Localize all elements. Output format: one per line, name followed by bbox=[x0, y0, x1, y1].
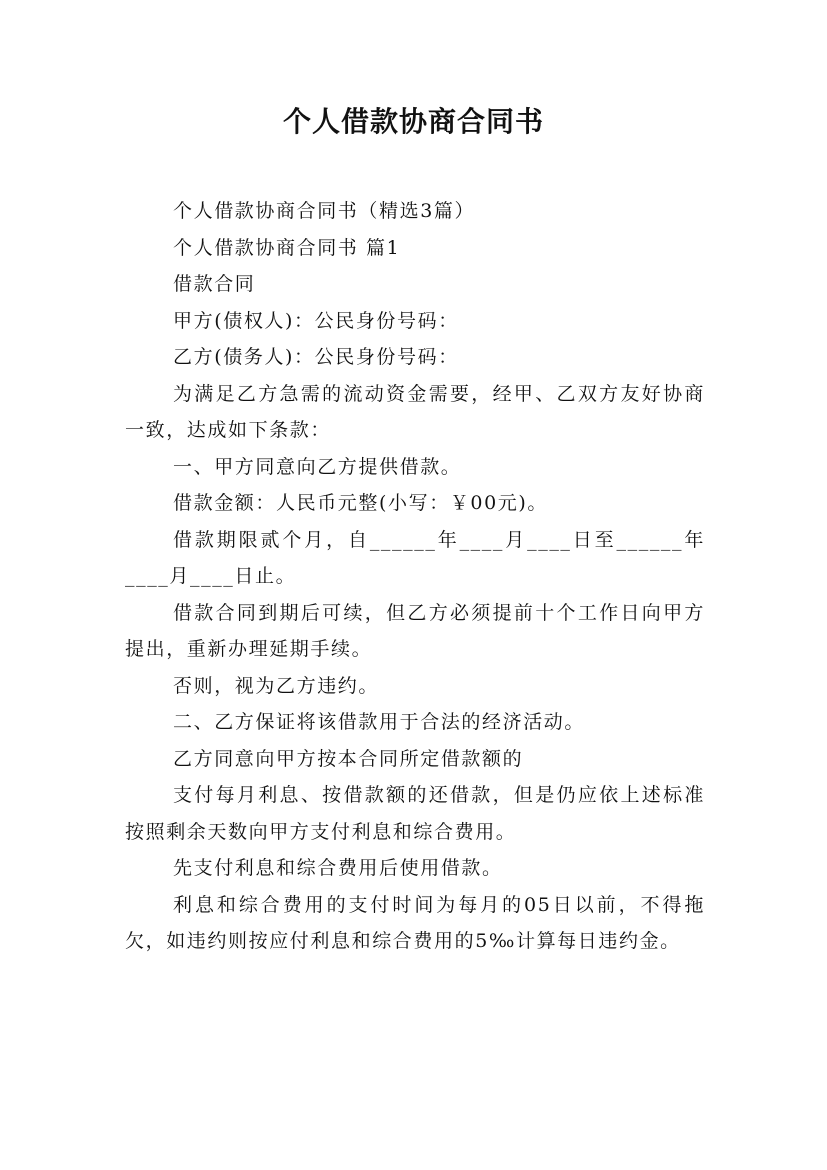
document-title: 个人借款协商合同书 bbox=[282, 105, 544, 138]
paragraph: 为满足乙方急需的流动资金需要，经甲、乙双方友好协商一致，达成如下条款： bbox=[125, 382, 705, 441]
paragraph: 二、乙方保证将该借款用于合法的经济活动。 bbox=[173, 711, 586, 733]
document-body bbox=[125, 193, 705, 960]
paragraph: 借款合同 bbox=[173, 273, 256, 295]
paragraph: 借款金额：人民币元整(小写：￥00元)。 bbox=[173, 492, 549, 514]
paragraph: 一、甲方同意向乙方提供借款。 bbox=[173, 455, 462, 478]
paragraph: 利息和综合费用的支付时间为每月的05日以前，不得拖欠，如违约则按应付利息和综合费用的5‰计算每日违约金。 bbox=[125, 893, 705, 952]
paragraph: 支付每月利息、按借款额的还借款，但是仍应依上述标准按照剩余天数向甲方支付利息和综合费用。 bbox=[125, 784, 705, 843]
paragraph: 个人借款协商合同书 篇1 bbox=[173, 236, 401, 259]
paragraph: 借款合同到期后可续，但乙方必须提前十个工作日向甲方提出，重新办理延期手续。 bbox=[125, 601, 705, 660]
paragraph: 否则，视为乙方违约。 bbox=[173, 674, 380, 697]
paragraph: 甲方(债权人)：公民身份号码： bbox=[173, 309, 459, 332]
paragraph: 乙方(债务人)：公民身份号码： bbox=[173, 346, 459, 368]
paragraph: 借款期限贰个月，自______年____月____日至______年____月____日止。 bbox=[125, 528, 705, 587]
paragraph: 个人借款协商合同书（精选3篇） bbox=[173, 200, 476, 222]
paragraph: 乙方同意向甲方按本合同所定借款额的 bbox=[173, 747, 524, 770]
paragraph: 先支付利息和综合费用后使用借款。 bbox=[173, 857, 503, 879]
